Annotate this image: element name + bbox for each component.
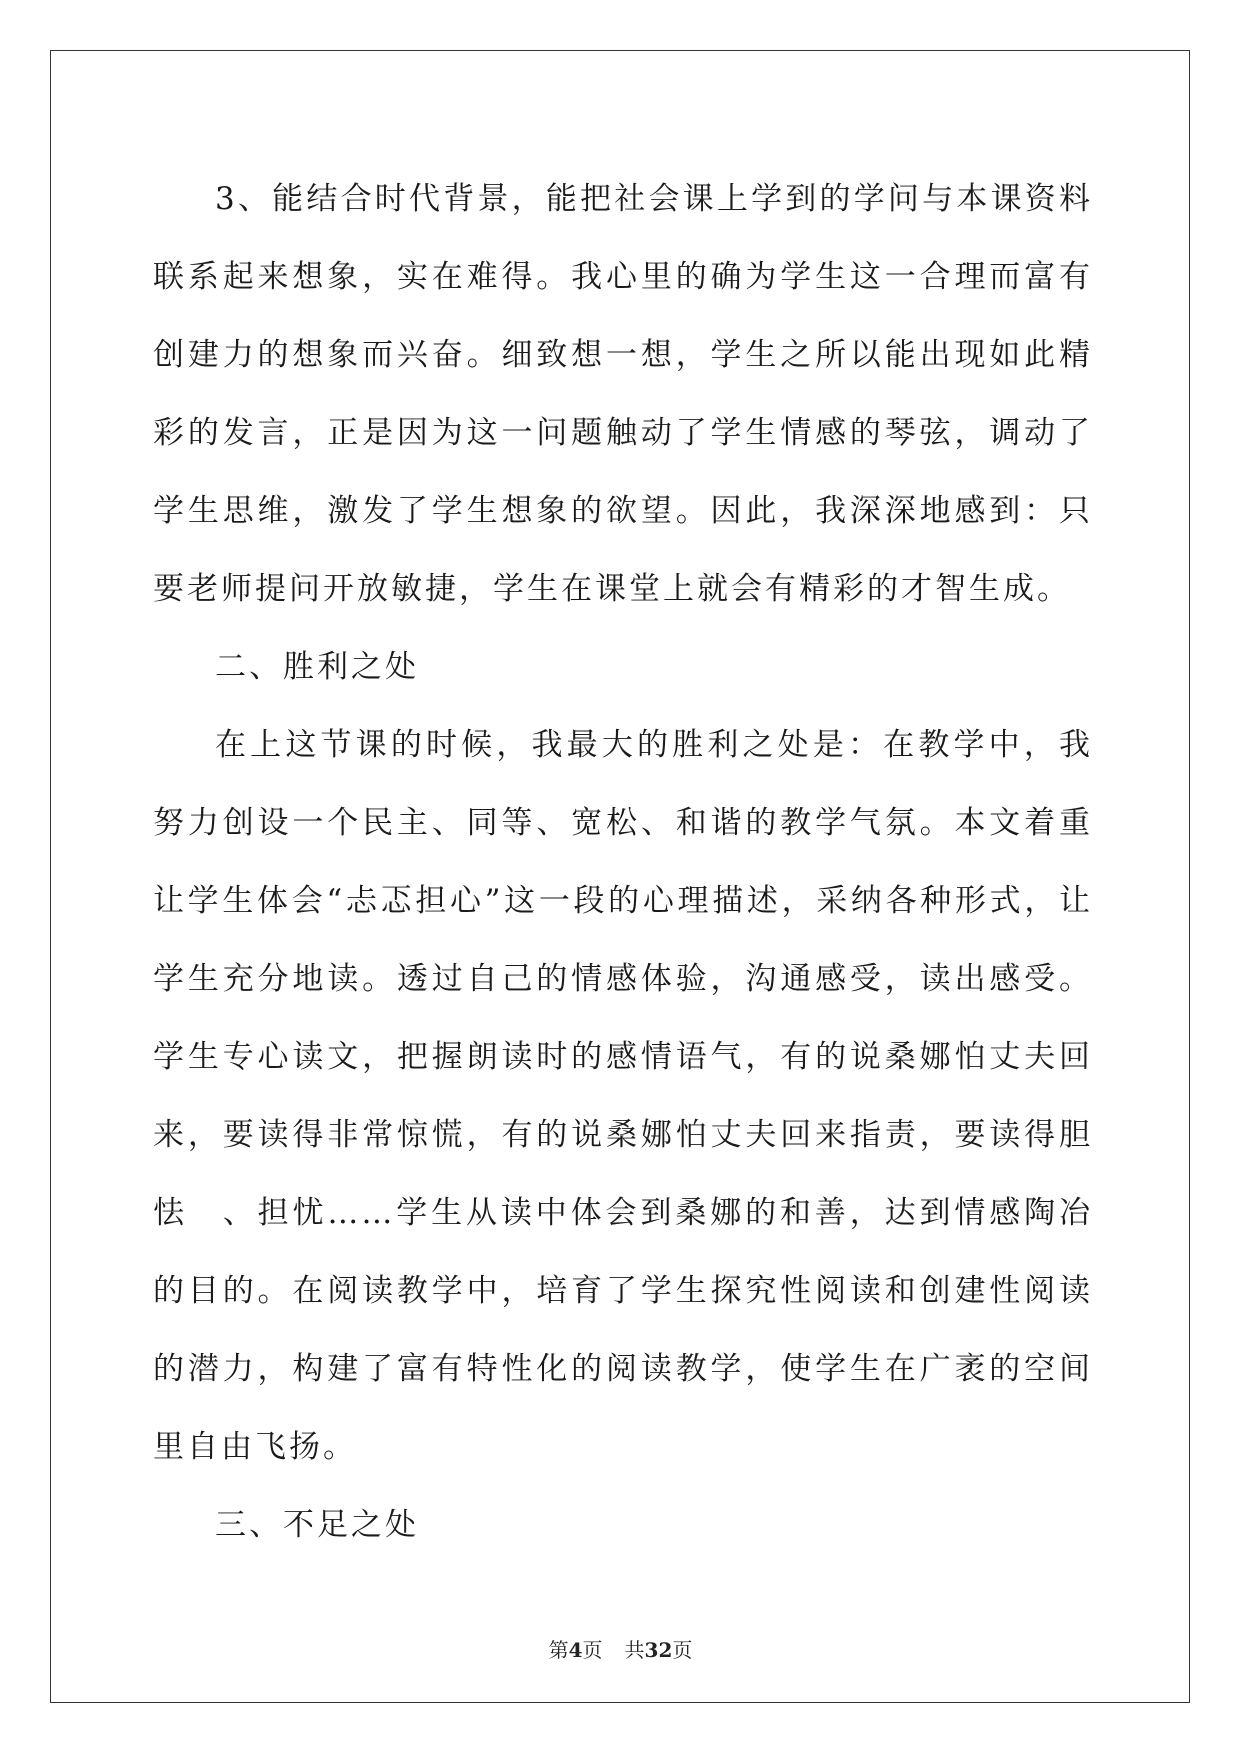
footer-total-pages: 32 bbox=[644, 1638, 673, 1662]
page-footer bbox=[0, 1634, 1241, 1663]
footer-page-prefix: 第 bbox=[548, 1638, 569, 1662]
section-heading-success: 二、胜利之处 bbox=[215, 649, 419, 685]
paragraph-1: 3、能结合时代背景，能把社会课上学到的学问与本课资料联系起来想象，实在难得。我心里的确为学生这一合理而富有创建力的想象而兴奋。细致想一想，学生之所以能出现如此精彩的发言，正是因为这一问题触动了学生情感的琴弦，调动了学生思维，激发了学生想象的欲望。因此，我深深地感到：只要老师提问开放敏捷，学生在课堂上就会有精彩的才智生成。 bbox=[153, 181, 1093, 607]
footer-page-suffix: 页 bbox=[582, 1638, 603, 1662]
document-body bbox=[153, 160, 1093, 1564]
section-heading-shortcomings: 三、不足之处 bbox=[215, 1507, 419, 1543]
footer-total-suffix: 页 bbox=[672, 1638, 693, 1662]
paragraph-2: 在上这节课的时候，我最大的胜利之处是：在教学中，我努力创设一个民主、同等、宽松、和谐的教学气氛。本文着重让学生体会“忐忑担心”这一段的心理描述，采纳各种形式，让学生充分地读。透过自己的情感体验，沟通感受，读出感受。学生专心读文，把握朗读时的感情语气，有的说桑娜怕丈夫回来，要读得非常惊慌，有的说桑娜怕丈夫回来指责，要读得胆怯 、担忧……学生从读中体会到桑娜的和善，达到情感陶冶的目的。在阅读教学中，培育了学生探究性阅读和创建性阅读的潜力，构建了富有特性化的阅读教学，使学生在广袤的空间里自由飞扬。 bbox=[153, 727, 1093, 1465]
footer-total-prefix: 共 bbox=[624, 1638, 645, 1662]
footer-page-number: 4 bbox=[568, 1638, 583, 1662]
